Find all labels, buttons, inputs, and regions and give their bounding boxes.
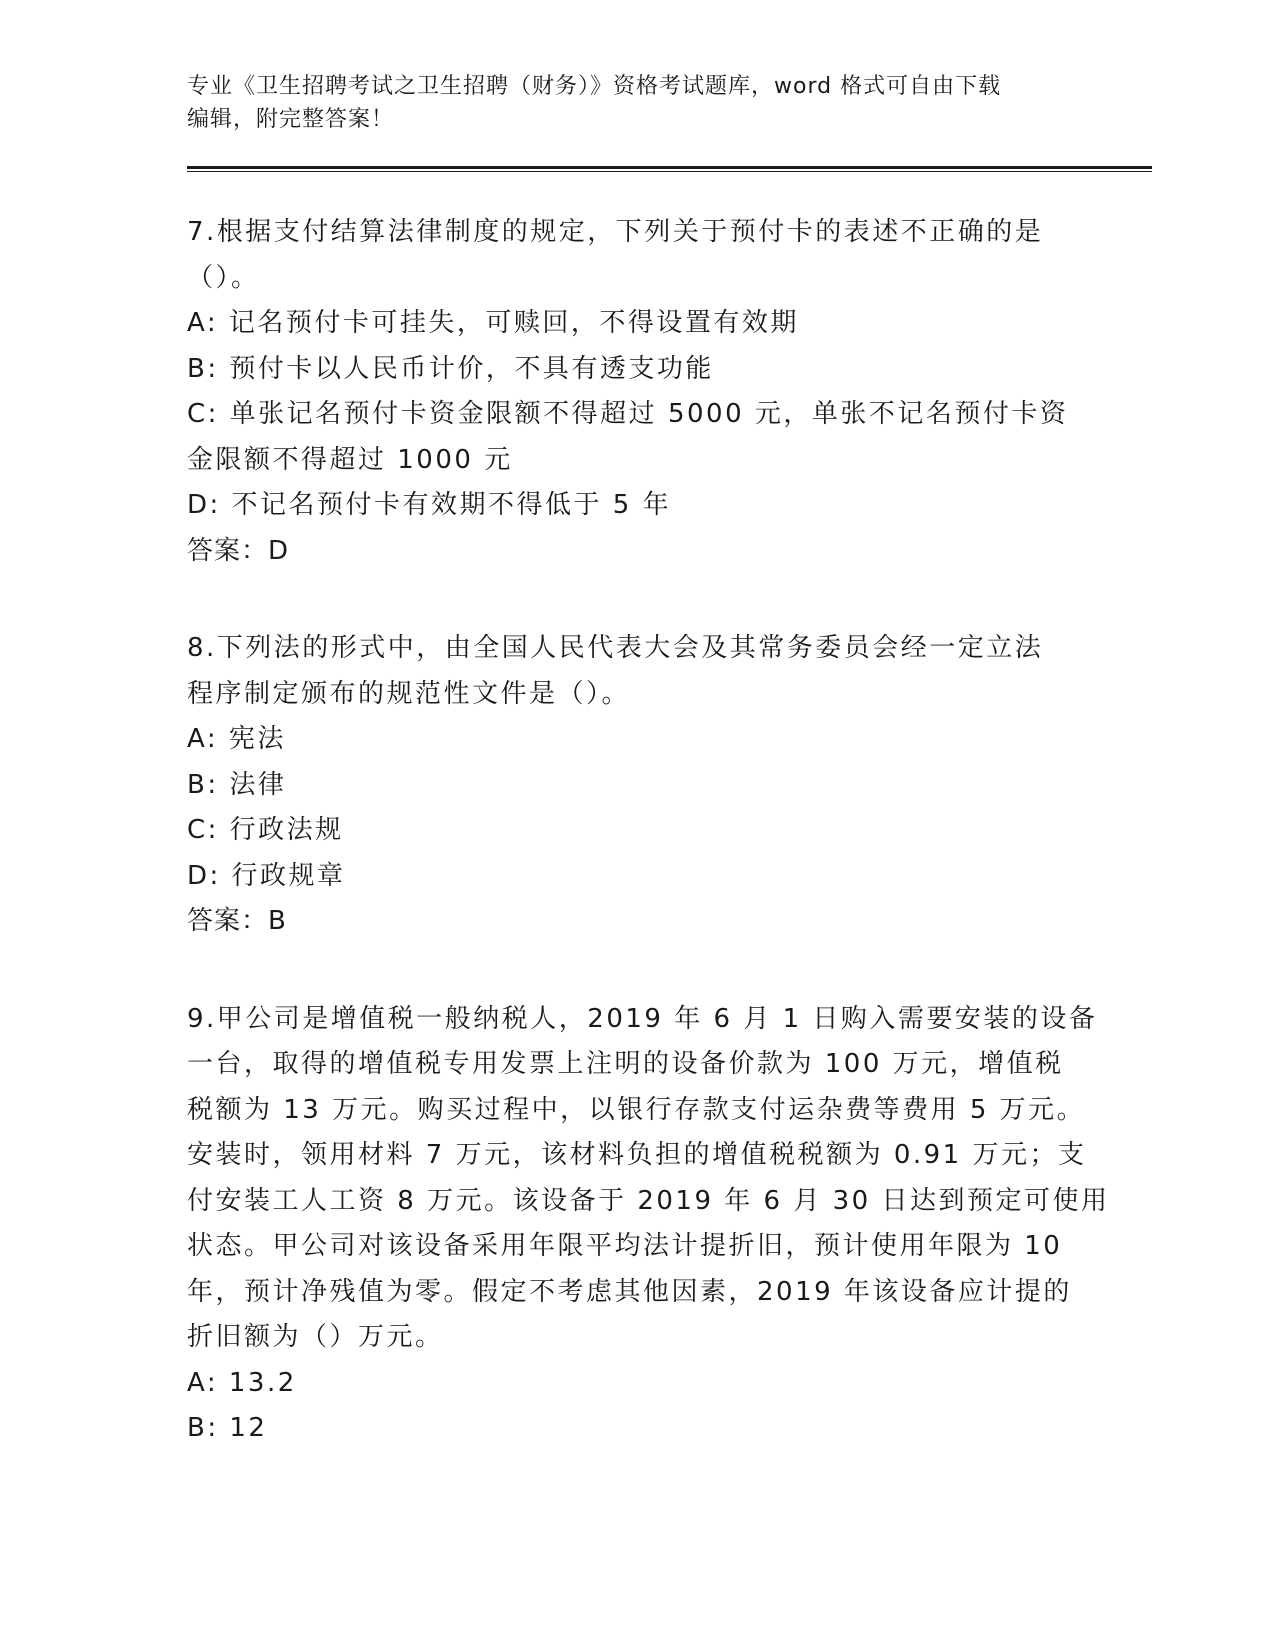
option-b: B: 法律 — [187, 769, 287, 800]
question-stem-line: 安装时，领用材料 7 万元，该材料负担的增值税税额为 0.91 万元；支 — [187, 1140, 1087, 1170]
option-c-continued: 金限额不得超过 1000 元 — [187, 444, 513, 475]
question-8 — [187, 626, 1092, 945]
header-divider — [187, 166, 1152, 172]
option-c: C: 单张记名预付卡资金限额不得超过 5000 元，单张不记名预付卡资 — [187, 399, 1069, 429]
option-d: D: 行政规章 — [187, 860, 346, 891]
option-b: B: 预付卡以人民币计价，不具有透支功能 — [187, 353, 714, 384]
question-stem-line: 折旧额为（）万元。 — [187, 1322, 444, 1352]
question-stem-line: 7.根据支付结算法律制度的规定，下列关于预付卡的表述不正确的是 — [187, 217, 1044, 247]
question-7 — [187, 210, 1092, 574]
question-stem-line: （）。 — [187, 262, 260, 293]
option-c: C: 行政法规 — [187, 815, 344, 845]
answer-label: 答案：B — [187, 906, 287, 936]
question-stem-line: 年，预计净残值为零。假定不考虑其他因素，2019 年该设备应计提的 — [187, 1276, 1072, 1307]
question-stem-line: 8.下列法的形式中，由全国人民代表大会及其常务委员会经一定立法 — [187, 633, 1044, 663]
question-stem-line: 一台，取得的增值税专用发票上注明的设备价款为 100 万元，增值税 — [187, 1049, 1064, 1079]
option-a: A: 记名预付卡可挂失，可赎回，不得设置有效期 — [187, 308, 799, 338]
option-d: D: 不记名预付卡有效期不得低于 5 年 — [187, 490, 672, 520]
document-page — [187, 70, 1110, 1452]
question-stem-line: 状态。甲公司对该设备采用年限平均法计提折旧，预计使用年限为 10 — [187, 1231, 1063, 1261]
option-b: B: 12 — [187, 1413, 268, 1443]
question-stem-line: 付安装工人工资 8 万元。该设备于 2019 年 6 月 30 日达到预定可使用 — [187, 1185, 1110, 1216]
header-line: 编辑，附完整答案！ — [187, 107, 395, 132]
header-line: 专业《卫生招聘考试之卫生招聘（财务）》资格考试题库，word 格式可自由下载 — [187, 74, 1002, 99]
question-stem-line: 税额为 13 万元。购买过程中，以银行存款支付运杂费等费用 5 万元。 — [187, 1094, 1086, 1125]
question-stem-line: 程序制定颁布的规范性文件是（）。 — [187, 678, 631, 709]
question-9 — [187, 997, 1110, 1452]
option-a: A: 13.2 — [187, 1367, 297, 1398]
document-header — [187, 70, 1092, 136]
option-a: A: 宪法 — [187, 724, 286, 754]
question-stem-line: 9.甲公司是增值税一般纳税人，2019 年 6 月 1 日购入需要安装的设备 — [187, 1003, 1098, 1034]
answer-label: 答案：D — [187, 535, 290, 566]
